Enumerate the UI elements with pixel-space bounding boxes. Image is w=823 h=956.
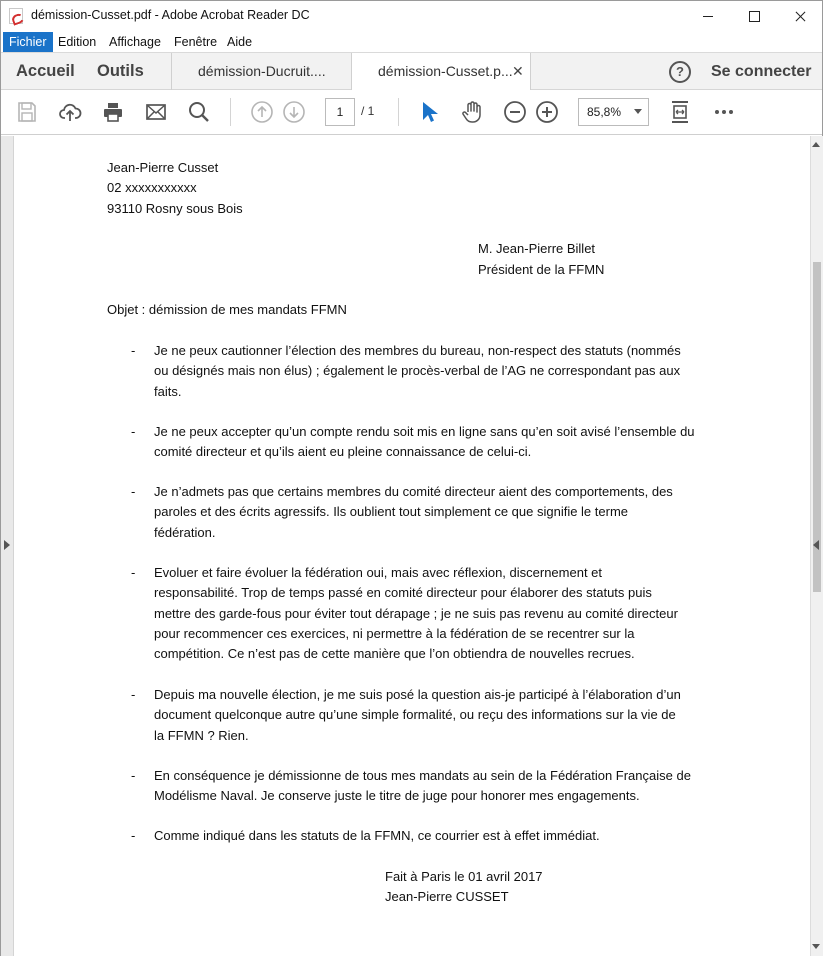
menu-fichier[interactable]: Fichier	[3, 32, 53, 52]
list-bullet: -	[131, 424, 136, 439]
letter-subject: Objet : démission de mes mandats FFMN	[107, 302, 347, 317]
zoom-in-icon[interactable]	[535, 100, 559, 124]
upload-cloud-icon[interactable]	[58, 100, 82, 124]
list-item-line: la FFMN ? Rien.	[154, 727, 249, 743]
fit-page-icon[interactable]	[668, 100, 692, 124]
toolbar-divider	[230, 98, 231, 126]
list-item-line: comité directeur et qu’ils aient eu pleine connaissance de celui-ci.	[154, 444, 532, 460]
list-item-line: document quelconque autre qu’une simple formalité, ou reçu des informations sur la vie de	[154, 707, 676, 723]
sign-in-link[interactable]: Se connecter	[711, 63, 812, 80]
toolbar	[1, 90, 822, 135]
sender-phone: 02 xxxxxxxxxxx	[107, 180, 197, 195]
list-item-line: responsabilité. Trop de temps passé en comité directeur pour élaborer des statuts puis	[154, 585, 652, 601]
list-bullet: -	[131, 484, 136, 499]
print-icon[interactable]	[101, 100, 125, 124]
list-item-line: Je ne peux accepter qu’un compte rendu soit mis en ligne sans qu’en soit avisé l’ensemble du	[154, 424, 695, 439]
zoom-level-select[interactable]: 85,8%	[578, 98, 649, 126]
help-icon[interactable]: ?	[669, 61, 691, 83]
list-item	[154, 766, 714, 807]
list-item	[154, 826, 714, 846]
list-bullet: -	[131, 343, 136, 358]
maximize-button[interactable]	[731, 1, 777, 31]
page-down-icon[interactable]	[282, 100, 306, 124]
list-item-line: Comme indiqué dans les statuts de la FFMN, ce courrier est à effet immédiat.	[154, 828, 600, 843]
toolbar-divider	[398, 98, 399, 126]
minimize-button[interactable]	[685, 1, 731, 31]
page-up-icon[interactable]	[250, 100, 274, 124]
list-bullet: -	[131, 687, 136, 702]
list-item-line: En conséquence je démissionne de tous mes mandats au sein de la Fédération Française de	[154, 768, 691, 783]
tab-tools[interactable]: Outils	[97, 62, 144, 80]
list-item	[154, 563, 714, 664]
close-tab-icon[interactable]: ✕	[512, 63, 524, 79]
closing-signature-name: Jean-Pierre CUSSET	[385, 889, 509, 904]
mail-icon[interactable]	[144, 100, 168, 124]
title-bar	[1, 1, 822, 32]
tab-document-cusset[interactable]	[351, 53, 531, 91]
list-item-line: paroles et des écrits agressifs. Ils oublient tout simplement ce que signifie le terme	[154, 504, 629, 520]
list-item	[154, 341, 714, 402]
save-icon[interactable]	[15, 100, 39, 124]
search-icon[interactable]	[187, 100, 211, 124]
tab-home[interactable]: Accueil	[16, 62, 75, 80]
chevron-down-icon[interactable]	[634, 109, 642, 114]
tab-document-ducruit[interactable]: démission-Ducruit....	[171, 53, 351, 90]
list-item	[154, 422, 714, 463]
menu-fenetre[interactable]: Fenêtre	[174, 35, 218, 49]
hand-tool-icon[interactable]	[460, 100, 484, 124]
list-item-line: Modélisme Naval. Je conserve juste le titre de juge pour honorer mes engagements.	[154, 788, 640, 804]
list-item	[154, 685, 714, 746]
list-item	[154, 482, 714, 543]
select-cursor-icon[interactable]	[417, 100, 441, 124]
recipient-title: Président de la FFMN	[478, 262, 605, 277]
list-item-line: pour recommencer ces exercices, ni permettre à la fédération de se recentrer sur la	[154, 625, 635, 641]
list-bullet: -	[131, 768, 136, 783]
list-bullet: -	[131, 565, 136, 580]
scroll-down-icon[interactable]	[812, 944, 820, 949]
list-item-line: faits.	[154, 383, 182, 399]
page-total: / 1	[361, 104, 375, 118]
page-number-input[interactable]: 1	[325, 98, 355, 126]
sender-name: Jean-Pierre Cusset	[107, 160, 219, 175]
menu-bar	[1, 32, 822, 52]
expand-right-panel-icon[interactable]	[813, 540, 819, 550]
list-item-line: ou désignés mais non élus) ; également le procès-verbal de l’AG ne correspondant pas aux	[154, 363, 681, 379]
window-title: démission-Cusset.pdf - Adobe Acrobat Reader DC	[31, 8, 310, 22]
list-item-line: mettre des garde-fous pour éviter tout dérapage ; je ne suis pas revenu au comité directeur	[154, 605, 678, 621]
menu-aide[interactable]: Aide	[227, 35, 253, 49]
pdf-file-icon	[9, 8, 23, 24]
list-item-line: compétition. Ce n’est pas de cette manière que l’on obtiendra de nouvelles recrues.	[154, 646, 635, 662]
expand-left-panel-icon[interactable]	[4, 540, 10, 550]
sender-address: 93110 Rosny sous Bois	[107, 201, 243, 216]
list-item-line: Je ne peux cautionner l’élection des membres du bureau, non-respect des statuts (nommés	[154, 343, 681, 358]
close-window-button[interactable]	[777, 1, 823, 31]
scroll-up-icon[interactable]	[812, 142, 820, 147]
list-item-line: Je n’admets pas que certains membres du comité directeur aient des comportements, des	[154, 484, 673, 499]
menu-edition[interactable]: Edition	[58, 35, 97, 49]
list-bullet: -	[131, 828, 136, 843]
more-icon[interactable]	[712, 100, 736, 124]
list-item-line: Evoluer et faire évoluer la fédération oui, mais avec réflexion, discernement et	[154, 565, 603, 580]
zoom-out-icon[interactable]	[503, 100, 527, 124]
recipient-name: M. Jean-Pierre Billet	[478, 241, 596, 256]
tab-document-cusset-label: démission-Cusset.p...	[378, 63, 513, 79]
list-item-line: Depuis ma nouvelle élection, je me suis posé la question ais-je participé à l’élaboration d’un	[154, 687, 681, 702]
closing-place-date: Fait à Paris le 01 avril 2017	[385, 869, 543, 884]
list-item-line: fédération.	[154, 524, 216, 540]
tab-bar	[1, 52, 822, 90]
menu-affichage[interactable]: Affichage	[109, 35, 161, 49]
